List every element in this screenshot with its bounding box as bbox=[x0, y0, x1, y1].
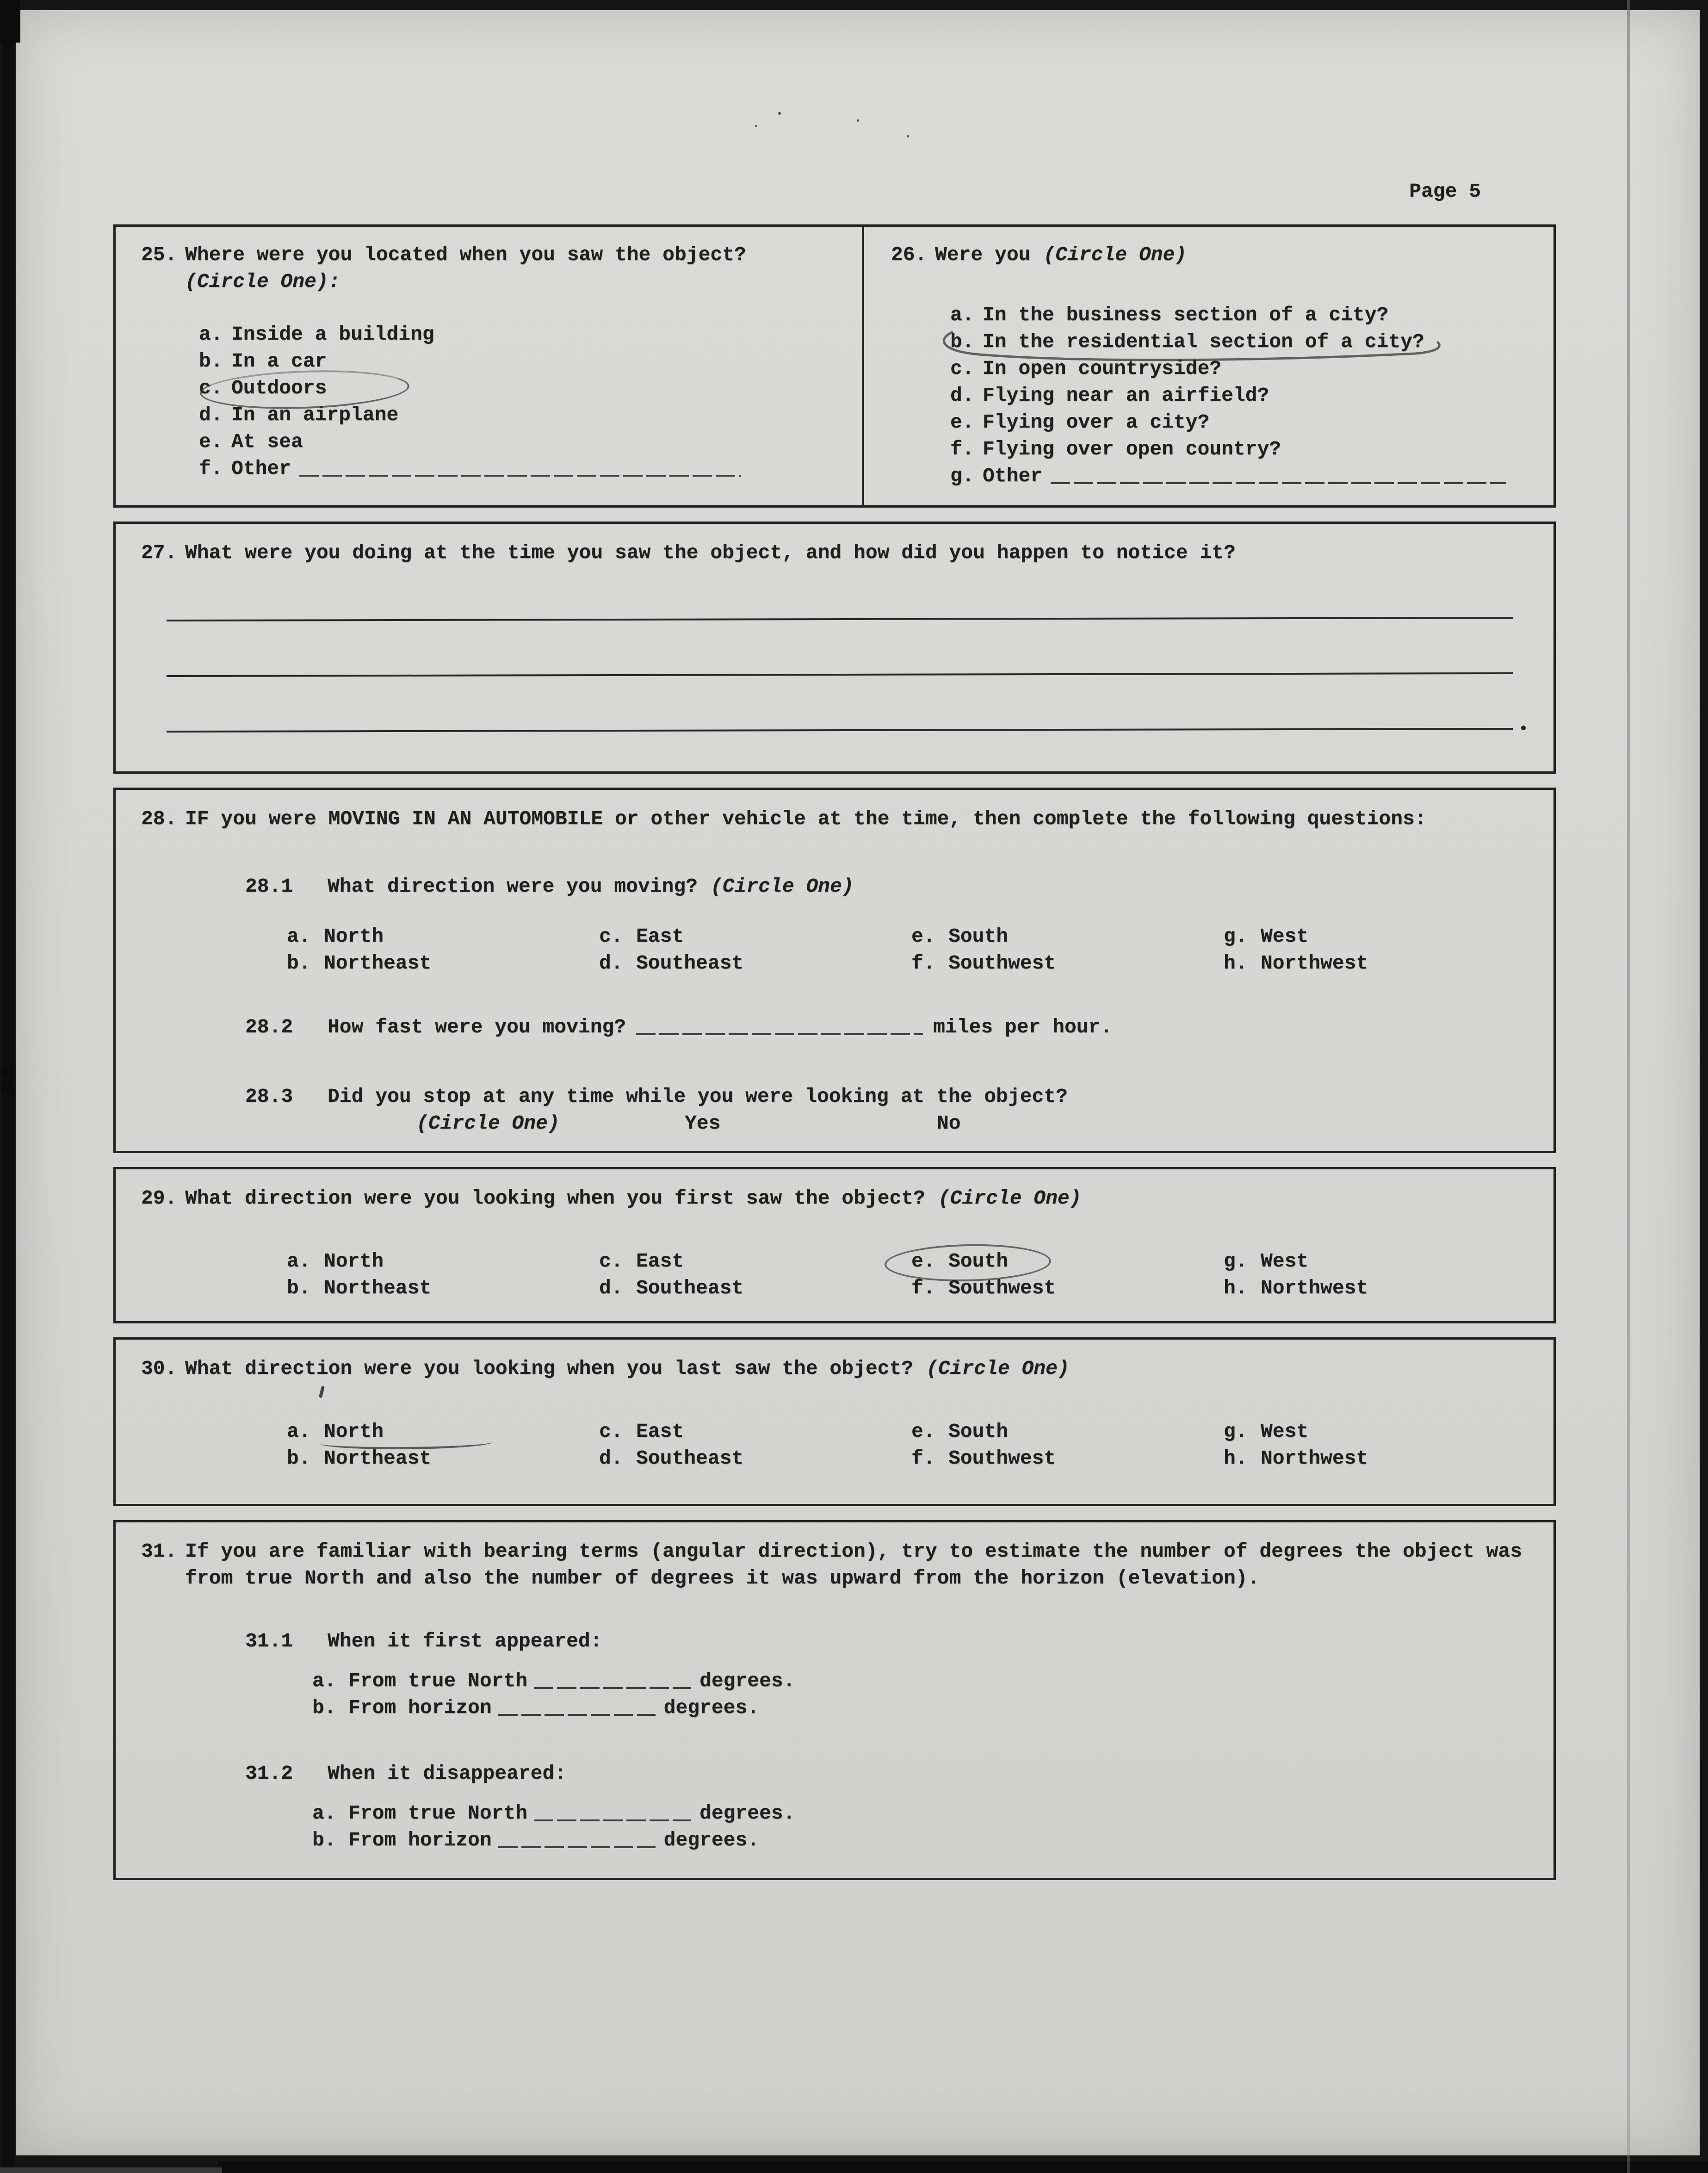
item-from-true-north: a. From true North degrees. bbox=[312, 1802, 795, 1825]
question-text: Did you stop at any time while you were looking at the object? bbox=[328, 1085, 1068, 1108]
question-number: 30. bbox=[141, 1357, 177, 1380]
direction-option-east: c. East bbox=[599, 1250, 684, 1273]
section-q25-q26 bbox=[113, 224, 1556, 508]
scan-corner-top-left bbox=[0, 0, 20, 43]
direction-option-northwest: h. Northwest bbox=[1224, 952, 1368, 975]
q29-direction-options bbox=[287, 1248, 1535, 1302]
question-28-1 bbox=[245, 873, 1535, 900]
question-28-2 bbox=[245, 1014, 1535, 1041]
direction-option-northeast: b. Northeast bbox=[287, 1447, 432, 1470]
option-flying-over-city: e. Flying over a city? bbox=[950, 411, 1210, 434]
degrees-blank-line bbox=[534, 1805, 691, 1821]
option-in-a-car: b. In a car bbox=[199, 350, 327, 373]
option-in-an-airplane: d. In an airplane bbox=[199, 404, 399, 426]
degrees-blank-line bbox=[534, 1672, 691, 1689]
option-inside-building: a. Inside a building bbox=[199, 323, 434, 346]
option-other: g. Other bbox=[950, 463, 1535, 490]
option-no: No bbox=[937, 1112, 961, 1135]
direction-option-east: c. East bbox=[599, 925, 684, 948]
option-at-sea: e. At sea bbox=[199, 430, 303, 453]
question-31-2 bbox=[245, 1760, 1535, 1787]
scan-speck bbox=[755, 125, 757, 127]
question-text-line2: from true North and also the number of degrees it was upward from the horizon (elevation). bbox=[185, 1567, 1260, 1589]
direction-option-east: c. East bbox=[599, 1420, 684, 1443]
direction-option-west: g. West bbox=[1224, 1420, 1309, 1443]
item-from-horizon: b. From horizon degrees. bbox=[312, 1696, 760, 1719]
direction-option-northeast: b. Northeast bbox=[287, 952, 432, 975]
other-blank-line bbox=[299, 460, 741, 477]
question-number: 29. bbox=[141, 1187, 177, 1210]
q28-direction-options bbox=[287, 923, 1535, 977]
units-label: degrees. bbox=[699, 1802, 795, 1825]
section-q28 bbox=[113, 788, 1556, 1153]
stray-pen-mark bbox=[319, 1386, 325, 1398]
q28-3-answer-row bbox=[416, 1110, 1535, 1137]
question-text: When it disappeared: bbox=[328, 1762, 567, 1785]
scan-mark bbox=[1, 1070, 12, 1076]
q25-options bbox=[199, 321, 849, 482]
direction-option-north: a. North bbox=[287, 1418, 599, 1445]
direction-option-north: a. North bbox=[287, 925, 384, 948]
section-q29 bbox=[113, 1167, 1556, 1323]
question-number: 31. bbox=[141, 1540, 177, 1563]
question-number: 26. bbox=[891, 243, 927, 266]
item-from-true-north: a. From true North degrees. bbox=[312, 1670, 795, 1692]
question-text: How fast were you moving? bbox=[328, 1016, 626, 1038]
degrees-blank-line bbox=[498, 1699, 656, 1716]
questionnaire-page bbox=[113, 178, 1556, 1894]
speed-blank-line bbox=[636, 1018, 923, 1035]
q31-1-items bbox=[312, 1668, 1535, 1721]
direction-option-west: g. West bbox=[1224, 925, 1309, 948]
units-label: degrees. bbox=[663, 1696, 760, 1719]
section-q31 bbox=[113, 1520, 1556, 1880]
circle-one-instruction: (Circle One) bbox=[416, 1112, 560, 1135]
scan-speck bbox=[857, 119, 859, 122]
scan-edge-bottom bbox=[218, 2161, 1708, 2173]
question-28-3 bbox=[245, 1083, 1535, 1110]
question-number: 25. bbox=[141, 243, 177, 266]
units-label: degrees. bbox=[663, 1829, 760, 1851]
question-25 bbox=[116, 227, 864, 505]
direction-option-northwest: h. Northwest bbox=[1224, 1277, 1368, 1299]
question-text-line1: If you are familiar with bearing terms (angular direction), try to estimate the number of degrees the object was bbox=[185, 1540, 1522, 1563]
question-text: IF you were MOVING IN AN AUTOMOBILE or other vehicle at the time, then complete the following questions: bbox=[185, 807, 1427, 830]
question-text: Were you bbox=[935, 243, 1031, 266]
section-q30 bbox=[113, 1337, 1556, 1506]
option-flying-over-open-country: f. Flying over open country? bbox=[950, 438, 1281, 460]
units-label: miles per hour. bbox=[933, 1016, 1113, 1038]
question-text: What direction were you looking when you first saw the object? bbox=[185, 1187, 925, 1210]
option-yes: Yes bbox=[685, 1112, 721, 1135]
degrees-blank-line bbox=[498, 1832, 656, 1848]
answer-line bbox=[167, 617, 1513, 621]
direction-option-southwest: f. Southwest bbox=[911, 952, 1056, 975]
direction-option-southeast: d. Southeast bbox=[599, 1447, 744, 1470]
question-text: What were you doing at the time you saw the object, and how did you happen to notice it? bbox=[185, 541, 1236, 564]
q26-options bbox=[950, 302, 1535, 490]
circle-one-instruction: (Circle One) bbox=[710, 875, 854, 898]
option-flying-near-airfield: d. Flying near an airfield? bbox=[950, 384, 1269, 407]
direction-option-south: e. South bbox=[911, 1248, 1224, 1275]
option-business-section: a. In the business section of a city? bbox=[950, 304, 1389, 326]
question-26 bbox=[864, 227, 1553, 505]
question-number: 31.1 bbox=[245, 1630, 293, 1652]
scan-mark bbox=[1, 1086, 10, 1092]
circle-one-instruction: (Circle One) bbox=[926, 1357, 1070, 1380]
direction-option-southeast: d. Southeast bbox=[599, 1277, 744, 1299]
answer-line bbox=[167, 672, 1513, 677]
circle-one-instruction: (Circle One) bbox=[938, 1187, 1082, 1210]
question-number: 27. bbox=[141, 541, 177, 564]
question-text: When it first appeared: bbox=[328, 1630, 602, 1652]
direction-option-north: a. North bbox=[287, 1250, 384, 1273]
page-fold-line bbox=[1627, 0, 1630, 2173]
direction-option-southeast: d. Southeast bbox=[599, 952, 744, 975]
direction-option-northeast: b. Northeast bbox=[287, 1277, 432, 1299]
section-q27 bbox=[113, 522, 1556, 774]
direction-option-southwest: f. Southwest bbox=[911, 1447, 1056, 1470]
circle-one-instruction: (Circle One): bbox=[185, 270, 340, 293]
q30-direction-options bbox=[287, 1418, 1535, 1472]
question-text: What direction were you moving? bbox=[328, 875, 698, 898]
direction-option-southwest: f. Southwest bbox=[911, 1277, 1056, 1299]
units-label: degrees. bbox=[699, 1670, 795, 1692]
scan-edge-left bbox=[2, 12, 14, 2172]
option-outdoors: c. Outdoors bbox=[199, 375, 849, 402]
question-number: 28.2 bbox=[245, 1016, 293, 1038]
option-other: f. Other bbox=[199, 455, 849, 482]
answer-line bbox=[167, 728, 1513, 733]
question-text: What direction were you looking when you last saw the object? bbox=[185, 1357, 914, 1380]
option-residential-section: b. In the residential section of a city? bbox=[950, 329, 1535, 355]
scan-speck bbox=[907, 135, 909, 137]
direction-option-south: e. South bbox=[911, 925, 1009, 948]
item-from-horizon: b. From horizon degrees. bbox=[312, 1829, 760, 1851]
question-number: 28.3 bbox=[245, 1085, 293, 1108]
question-31-1 bbox=[245, 1628, 1535, 1655]
direction-option-northwest: h. Northwest bbox=[1224, 1447, 1368, 1470]
question-number: 28. bbox=[141, 807, 177, 830]
scan-speck bbox=[778, 112, 781, 115]
direction-option-west: g. West bbox=[1224, 1250, 1309, 1273]
direction-option-south: e. South bbox=[911, 1420, 1009, 1443]
q31-2-items bbox=[312, 1800, 1535, 1854]
other-blank-line bbox=[1051, 467, 1506, 484]
circle-one-instruction: (Circle One) bbox=[1043, 243, 1187, 266]
question-number: 28.1 bbox=[245, 875, 293, 898]
page-number: Page 5 bbox=[1409, 180, 1481, 203]
question-text: Where were you located when you saw the object? bbox=[185, 243, 746, 266]
question-number: 31.2 bbox=[245, 1762, 293, 1785]
scan-edge-bottom-left bbox=[0, 2167, 222, 2173]
option-open-countryside: c. In open countryside? bbox=[950, 357, 1222, 380]
